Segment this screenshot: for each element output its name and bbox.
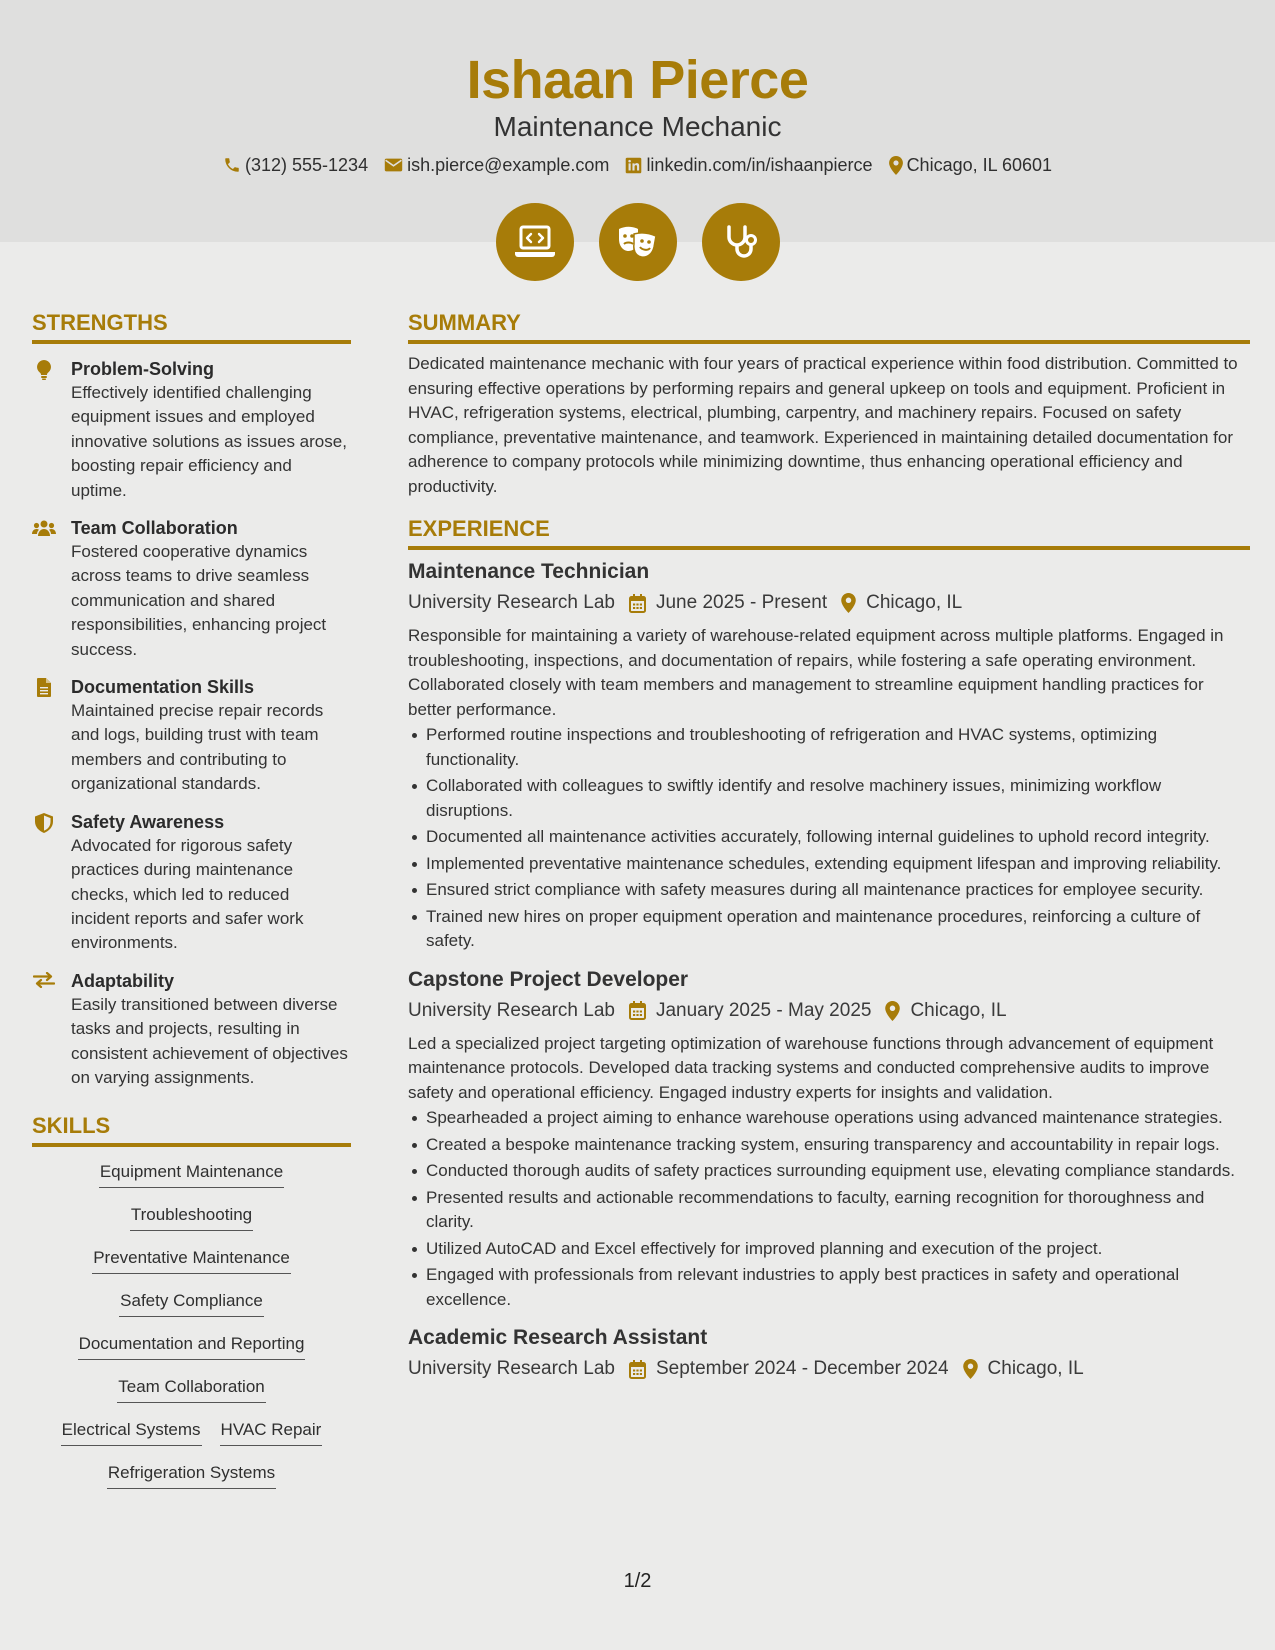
job-entry-title: Academic Research Assistant	[408, 1326, 708, 1349]
strength-item	[32, 810, 351, 956]
contact-location	[889, 155, 1052, 176]
lightbulb-icon	[32, 360, 56, 380]
contact-bar	[0, 153, 1275, 177]
contact-phone-text: (312) 555-1234	[244, 154, 369, 175]
job-location: Chicago, IL	[987, 1358, 1084, 1379]
job-dates: September 2024 - December 2024	[655, 1358, 949, 1379]
contact-phone[interactable]	[223, 155, 368, 176]
strength-item	[32, 516, 351, 662]
linkedin-icon	[625, 157, 642, 174]
map-pin-icon	[841, 593, 856, 613]
strength-description: Fostered cooperative dynamics across teams to drive seamless communication and shared responsibilities, enhancing project success.	[71, 542, 327, 659]
list-item: Collaborated with colleagues to swiftly identify and resolve machinery issues, minimizing workflow disruptions.	[426, 774, 1250, 823]
job-title: Maintenance Mechanic	[493, 111, 782, 142]
calendar-icon	[629, 1360, 646, 1379]
job-bullets	[408, 723, 1250, 954]
strength-name: Adaptability	[71, 970, 175, 991]
skill-tag: Refrigeration Systems	[107, 1462, 276, 1489]
calendar-icon	[629, 594, 646, 613]
summary-heading: SUMMARY	[408, 309, 1250, 344]
list-item: Presented results and actionable recommendations to faculty, earning recognition for thoroughness and clarity.	[426, 1186, 1250, 1235]
page-number: 1/2	[623, 1570, 652, 1592]
list-item: Spearheaded a project aiming to enhance warehouse operations using advanced maintenance strategies.	[426, 1106, 1250, 1131]
skill-tag: HVAC Repair	[220, 1419, 323, 1446]
job-organization: University Research Lab	[408, 999, 615, 1021]
left-column	[32, 309, 351, 1489]
strength-description: Easily transitioned between diverse tasks and projects, resulting in consistent achievement of objectives on varying assignments.	[71, 994, 348, 1087]
job-meta	[408, 1356, 1250, 1382]
summary-text: Dedicated maintenance mechanic with four years of practical experience within food distribution. Committed to ensuring effective operations by performing repairs and general upkeep on tools and equipment. Proficient in HVAC, refrigeration systems, electrical, plumbing, carpentry, and machinery repairs. Focused on safety compliance, preventative maintenance, and teamwork. Experienced in maintaining detailed documentation for adherence to company protocols while minimizing downtime, thus enhancing operational efficiency and productivity.	[408, 354, 1238, 496]
calendar-icon	[629, 1001, 646, 1020]
skill-tag: Safety Compliance	[119, 1290, 264, 1317]
job-location: Chicago, IL	[866, 592, 963, 613]
right-column	[408, 309, 1250, 1382]
map-pin-icon	[885, 1001, 900, 1021]
job-entry-title: Maintenance Technician	[408, 560, 650, 583]
list-item: Created a bespoke maintenance tracking system, ensuring transparency and accountability in repair logs.	[426, 1133, 1250, 1158]
stethoscope-icon	[702, 203, 780, 281]
exchange-arrows-icon	[32, 972, 56, 992]
map-pin-icon	[963, 1359, 978, 1379]
list-item: Performed routine inspections and troubleshooting of refrigeration and HVAC systems, optimizing functionality.	[426, 723, 1250, 772]
map-pin-icon	[889, 156, 903, 175]
contact-linkedin-text: linkedin.com/in/ishaanpierce	[646, 154, 873, 175]
skill-tag: Equipment Maintenance	[99, 1161, 284, 1188]
job-entry	[408, 558, 1250, 954]
shield-icon	[32, 813, 56, 833]
users-icon	[32, 519, 56, 539]
skill-tag: Electrical Systems	[61, 1419, 202, 1446]
strengths-heading: STRENGTHS	[32, 309, 351, 344]
list-item: Ensured strict compliance with safety measures during all maintenance practices for employee security.	[426, 878, 1250, 903]
skills-heading: SKILLS	[32, 1112, 351, 1147]
job-entry-title: Capstone Project Developer	[408, 967, 689, 991]
list-item: Utilized AutoCAD and Excel effectively for improved planning and execution of the project.	[426, 1237, 1250, 1262]
strength-name: Team Collaboration	[71, 518, 238, 539]
list-item: Implemented preventative maintenance schedules, extending equipment lifespan and improving reliability.	[426, 852, 1250, 877]
skills-list	[32, 1161, 351, 1489]
strength-item	[32, 969, 351, 1091]
skill-tag: Team Collaboration	[117, 1376, 265, 1403]
contact-location-text: Chicago, IL 60601	[906, 154, 1053, 175]
job-description: Led a specialized project targeting optimization of warehouse functions through advancement of equipment maintenance protocols. Developed data tracking systems and conducted comprehensive audits to improve safety and operational efficiency. Engaged industry experts for insights and validation.	[408, 1033, 1214, 1102]
strength-name: Safety Awareness	[71, 811, 225, 832]
contact-linkedin[interactable]	[625, 155, 872, 176]
strength-item	[32, 357, 351, 503]
strength-item	[32, 675, 351, 797]
job-description: Responsible for maintaining a variety of warehouse-related equipment across multiple platforms. Engaged in troubleshooting, inspections, and documentation of repairs, while fostering a safe operating environment. Collaborated closely with team members and management to streamline equipment handling practices for better performance.	[408, 626, 1224, 719]
experience-heading: EXPERIENCE	[408, 515, 1250, 550]
job-location: Chicago, IL	[910, 999, 1007, 1021]
candidate-name: Ishaan Pierce	[466, 50, 809, 110]
theater-masks-icon	[599, 203, 677, 281]
skill-tag: Troubleshooting	[130, 1204, 253, 1231]
job-meta	[408, 590, 1250, 616]
phone-icon	[223, 156, 241, 174]
job-bullets	[408, 1106, 1250, 1312]
strength-name: Problem-Solving	[71, 359, 215, 379]
job-entry	[408, 1324, 1250, 1382]
strength-description: Effectively identified challenging equipment issues and employed innovative solutions as issues arose, boosting repair efficiency and uptime.	[71, 383, 347, 500]
strength-name: Documentation Skills	[71, 677, 255, 698]
laptop-code-icon	[496, 203, 574, 281]
job-organization: University Research Lab	[408, 1358, 615, 1379]
strength-description: Advocated for rigorous safety practices during maintenance checks, which led to reduced incident reports and safer work environments.	[71, 835, 304, 953]
file-icon	[32, 678, 56, 698]
list-item: Conducted thorough audits of safety practices surrounding equipment use, elevating compliance standards.	[426, 1159, 1250, 1184]
envelope-icon	[384, 157, 403, 173]
list-item: Trained new hires on proper equipment operation and maintenance procedures, reinforcing a culture of safety.	[426, 905, 1250, 954]
job-entry	[408, 966, 1250, 1313]
job-meta	[408, 998, 1250, 1024]
skill-tag: Preventative Maintenance	[92, 1247, 291, 1274]
contact-email-text: ish.pierce@example.com	[407, 154, 610, 175]
job-organization: University Research Lab	[408, 592, 615, 613]
interest-icons	[0, 203, 1275, 281]
job-dates: January 2025 - May 2025	[655, 999, 872, 1021]
list-item: Engaged with professionals from relevant industries to apply best practices in safety and operational excellence.	[426, 1263, 1250, 1312]
contact-email[interactable]	[384, 155, 609, 176]
strength-description: Maintained precise repair records and logs, building trust with team members and contributing to organizational standards.	[71, 701, 324, 794]
skill-tag: Documentation and Reporting	[78, 1333, 306, 1360]
list-item: Documented all maintenance activities accurately, following internal guidelines to uphold record integrity.	[426, 825, 1250, 850]
job-dates: June 2025 - Present	[655, 592, 828, 613]
